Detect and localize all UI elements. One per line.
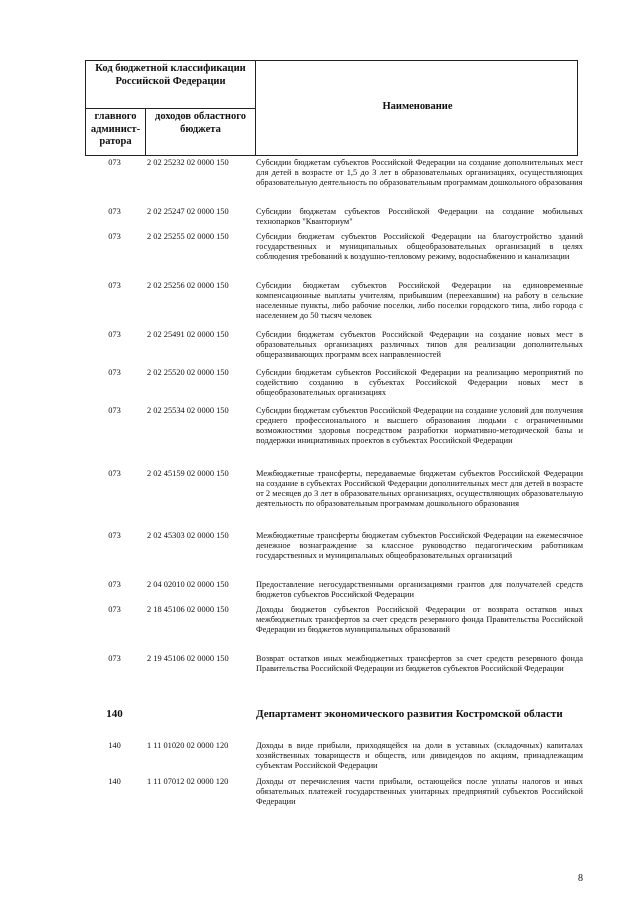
row-name: Доходы бюджетов субъектов Российской Федерации от возврата остатков иных межбюджетных трансфертов за счет средств резервного фонда Правительства Российской Федерации из бюджетов муниципальных образований (256, 605, 583, 634)
row-name: Субсидии бюджетам субъектов Российской Федерации на создание новых мест в образовательных организациях различных типов для реализации дополнительных общеразвивающих программ всех направленностей (256, 330, 583, 359)
header-income: доходов областного бюджета (155, 111, 246, 135)
header-kbk: Код бюджетной классификации Российской Федерации (95, 63, 246, 87)
admin-code: 073 (108, 605, 121, 614)
budget-code: 2 02 25247 02 0000 150 (147, 207, 229, 216)
budget-code: 2 18 45106 02 0000 150 (147, 605, 229, 614)
admin-code: 140 (108, 741, 121, 750)
budget-code: 2 19 45106 02 0000 150 (147, 654, 229, 663)
budget-code: 2 02 25232 02 0000 150 (147, 158, 229, 167)
budget-code: 2 02 45303 02 0000 150 (147, 531, 229, 540)
budget-code: 2 02 25534 02 0000 150 (147, 406, 229, 415)
divider (86, 108, 255, 109)
admin-code: 073 (108, 580, 121, 589)
admin-code: 073 (108, 232, 121, 241)
budget-code: 2 02 25491 02 0000 150 (147, 330, 229, 339)
row-name: Субсидии бюджетам субъектов Российской Федерации на создание мобильных технопарков "Кванториум" (256, 207, 583, 226)
budget-code: 2 04 02010 02 0000 150 (147, 580, 229, 589)
header-name: Наименование (382, 101, 453, 112)
budget-code: 2 02 25255 02 0000 150 (147, 232, 229, 241)
page-number: 8 (578, 873, 583, 884)
admin-code: 073 (108, 368, 121, 377)
row-name: Межбюджетные трансферты, передаваемые бюджетам субъектов Российской Федерации на создание в субъектах Российской Федерации дополнительных мест для детей в возрасте от 2 месяцев до 3 лет в образовательных организациях, осуществляющих образовательную деятельность по образовательным программам дошкольного образования (256, 469, 583, 508)
admin-code: 073 (108, 469, 121, 478)
admin-code: 073 (108, 207, 121, 216)
row-name: Возврат остатков иных межбюджетных трансфертов за счет средств резервного фонда Правительства Российской Федерации из бюджетов субъектов Российской Федерации (256, 654, 583, 673)
row-name: Доходы в виде прибыли, приходящейся на доли в уставных (складочных) капиталах хозяйственных товариществ и обществ, или дивидендов по акциям, принадлежащим субъектам Российской Федерации (256, 741, 583, 770)
row-name: Субсидии бюджетам субъектов Российской Федерации на создание условий для получения среднего профессионального и высшего образования людьми с ограниченными возможностями здоровья посредством разработки нормативно-методической базы и поддержки инициативных проектов в субъектах Российской Федерации (256, 406, 583, 445)
admin-code: 073 (108, 406, 121, 415)
row-name: Субсидии бюджетам субъектов Российской Федерации на создание дополнительных мест для детей в возрасте от 1,5 до 3 лет в образовательных организациях, осуществляющих образовательную деятельность по образовательным программам дошкольного образования (256, 158, 583, 187)
row-name: Межбюджетные трансферты бюджетам субъектов Российской Федерации на ежемесячное денежное вознаграждение за классное руководство педагогическим работникам государственных и муниципальных общеобразовательных организаций (256, 531, 583, 560)
admin-code: 073 (108, 330, 121, 339)
budget-code: 1 11 07012 02 0000 120 (147, 777, 229, 786)
row-name: Субсидии бюджетам субъектов Российской Федерации на благоустройство зданий государственных и муниципальных общеобразовательных организаций в целях соблюдения требований к воздушно-тепловому режиму, водоснабжению и канализации (256, 232, 583, 261)
table-header (85, 60, 578, 156)
budget-code: 1 11 01020 02 0000 120 (147, 741, 229, 750)
budget-code: 2 02 25520 02 0000 150 (147, 368, 229, 377)
budget-code: 2 02 45159 02 0000 150 (147, 469, 229, 478)
row-name: Доходы от перечисления части прибыли, остающейся после уплаты налогов и иных обязательных платежей государственных унитарных предприятий субъектов Российской Федерации (256, 777, 583, 806)
admin-code: 073 (108, 281, 121, 290)
budget-code: 2 02 25256 02 0000 150 (147, 281, 229, 290)
row-name: Субсидии бюджетам субъектов Российской Федерации на единовременные компенсационные выплаты учителям, прибывшим (переехавшим) на работу в сельские населенные пункты, либо рабочие поселки, либо поселки городского типа, либо города с населением до 50 тысяч человек (256, 281, 583, 320)
dept-name: Департамент экономического развития Костромской области (256, 708, 563, 720)
row-name: Предоставление негосударственными организациями грантов для получателей средств бюджетов субъектов Российской Федерации (256, 580, 583, 599)
header-admin: главного админист-ратора (90, 111, 141, 147)
row-name: Субсидии бюджетам субъектов Российской Федерации на реализацию мероприятий по содействию созданию в субъектах Российской Федерации новых мест в общеобразовательных организациях (256, 368, 583, 397)
admin-code: 073 (108, 531, 121, 540)
admin-code: 140 (108, 777, 121, 786)
admin-code: 073 (108, 654, 121, 663)
admin-code: 073 (108, 158, 121, 167)
dept-admin-code: 140 (106, 708, 123, 720)
